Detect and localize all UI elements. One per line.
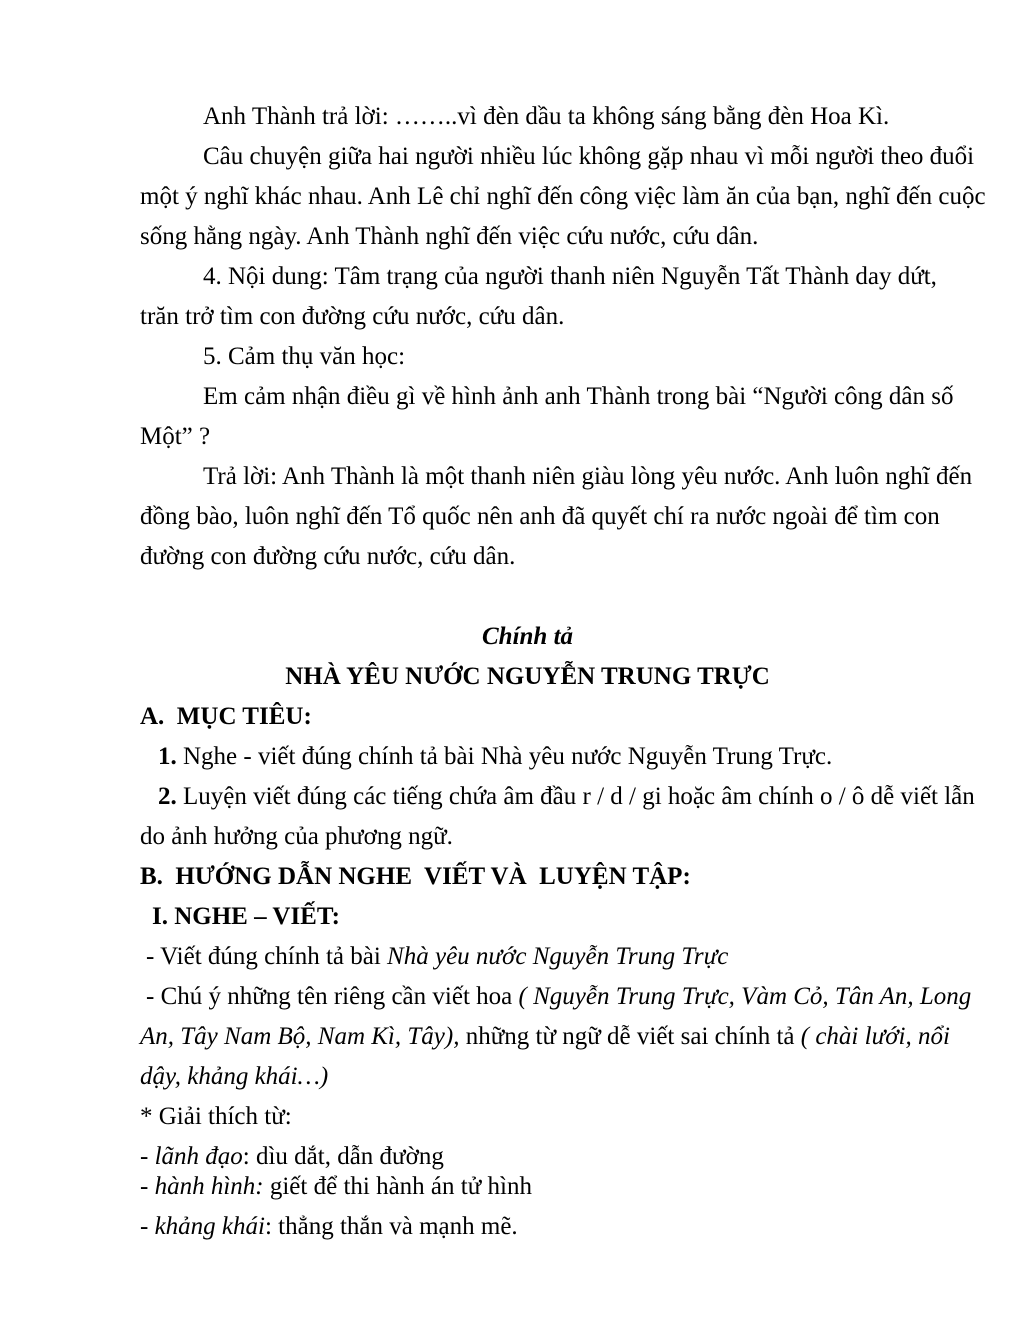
glossary-term: hành hình: [154, 1173, 264, 1200]
content-item-4-line-2: trăn trở tìm con đường cứu nước, cứu dân. [140, 303, 565, 330]
note-chu-y-line-3: dậy, khảng khái…) [140, 1063, 329, 1090]
objective-item-2-text: Luyện viết đúng các tiếng chứa âm đầu r / d / gi hoặc âm chính o / ô dễ viết lẫn [176, 783, 975, 810]
reply-line-3: đường con đường cứu nước, cứu dân. [140, 543, 516, 570]
glossary-term: lãnh đạo [154, 1143, 243, 1170]
glossary-definition: : dìu dắt, dẫn đường [242, 1143, 444, 1170]
reply-line-1: Trả lời: Anh Thành là một thanh niên giàu lòng yêu nước. Anh luôn nghĩ đến [203, 463, 973, 490]
paragraph-story-line-1: Câu chuyện giữa hai người nhiều lúc không gặp nhau vì mỗi người theo đuổi [203, 143, 975, 170]
answer-line: Anh Thành trả lời: ……..vì đèn dầu ta không sáng bằng đèn Hoa Kì. [203, 103, 890, 130]
note-viet-dung [140, 937, 915, 977]
objective-item-1-text: Nghe - viết đúng chính tả bài Nhà yêu nước Nguyễn Trung Trực. [176, 743, 833, 770]
objective-item-2-number: 2. [158, 783, 177, 810]
objective-item-1 [140, 737, 915, 777]
note-chu-y-words-start: ( chài lưới, nổi [800, 1023, 950, 1050]
note-chu-y-plain: - Chú ý những tên riêng cần viết hoa [146, 983, 519, 1010]
note-viet-dung-title: Nhà yêu nước Nguyễn Trung Trực [387, 943, 729, 970]
section-title: NHÀ YÊU NƯỚC NGUYỄN TRUNG TRỰC [285, 663, 770, 690]
content-item-4-line-1: 4. Nội dung: Tâm trạng của người thanh niên Nguyễn Tất Thành day dứt, [203, 263, 937, 290]
heading-nghe-viet: I. NGHE – VIẾT: [152, 903, 341, 930]
glossary-dash: - [140, 1143, 155, 1170]
note-viet-dung-plain: - Viết đúng chính tả bài [146, 943, 388, 970]
section-subtitle: Chính tả [481, 623, 574, 650]
glossary-dash: - [140, 1173, 155, 1200]
document-content [140, 97, 986, 1247]
note-chu-y-names-end: An, Tây Nam Bộ, Nam Kì, Tây), [140, 1023, 460, 1050]
reply-line-2: đồng bào, luôn nghĩ đến Tổ quốc nên anh đã quyết chí ra nước ngoài để tìm con [140, 503, 940, 530]
note-chu-y-line-1 [140, 977, 972, 1017]
paragraph-story-line-2: một ý nghĩ khác nhau. Anh Lê chỉ nghĩ đến công việc làm ăn của bạn, nghĩ đến cuộc [140, 183, 986, 210]
note-chu-y-middle-plain: những từ ngữ dễ viết sai chính tả [459, 1023, 801, 1050]
objective-item-2-line-2: do ảnh hưởng của phương ngữ. [140, 823, 453, 850]
glossary-term: khảng khái [154, 1213, 265, 1240]
heading-muc-tieu: A. MỤC TIÊU: [140, 703, 312, 730]
glossary-entry-khang-khai [140, 1207, 915, 1247]
objective-item-2-line-1 [140, 777, 975, 817]
question-line-1: Em cảm nhận điều gì về hình ảnh anh Thành trong bài “Người công dân số [203, 383, 954, 410]
note-chu-y-line-2 [140, 1017, 950, 1057]
heading-huong-dan: B. HƯỚNG DẪN NGHE VIẾT VÀ LUYỆN TẬP: [140, 863, 691, 890]
glossary-heading: * Giải thích từ: [140, 1103, 292, 1130]
glossary-entry-hanh-hinh [140, 1167, 915, 1207]
question-line-2: Một” ? [140, 423, 211, 450]
content-item-5: 5. Cảm thụ văn học: [203, 343, 406, 370]
note-chu-y-names-start: ( Nguyễn Trung Trực, Vàm Cỏ, Tân An, Long [518, 983, 972, 1010]
glossary-definition: giết để thi hành án tử hình [263, 1173, 532, 1200]
paragraph-story-line-3: sống hằng ngày. Anh Thành nghĩ đến việc cứu nước, cứu dân. [140, 223, 759, 250]
glossary-definition: : thẳng thắn và mạnh mẽ. [264, 1213, 518, 1240]
objective-item-1-number: 1. [158, 743, 177, 770]
glossary-dash: - [140, 1213, 155, 1240]
